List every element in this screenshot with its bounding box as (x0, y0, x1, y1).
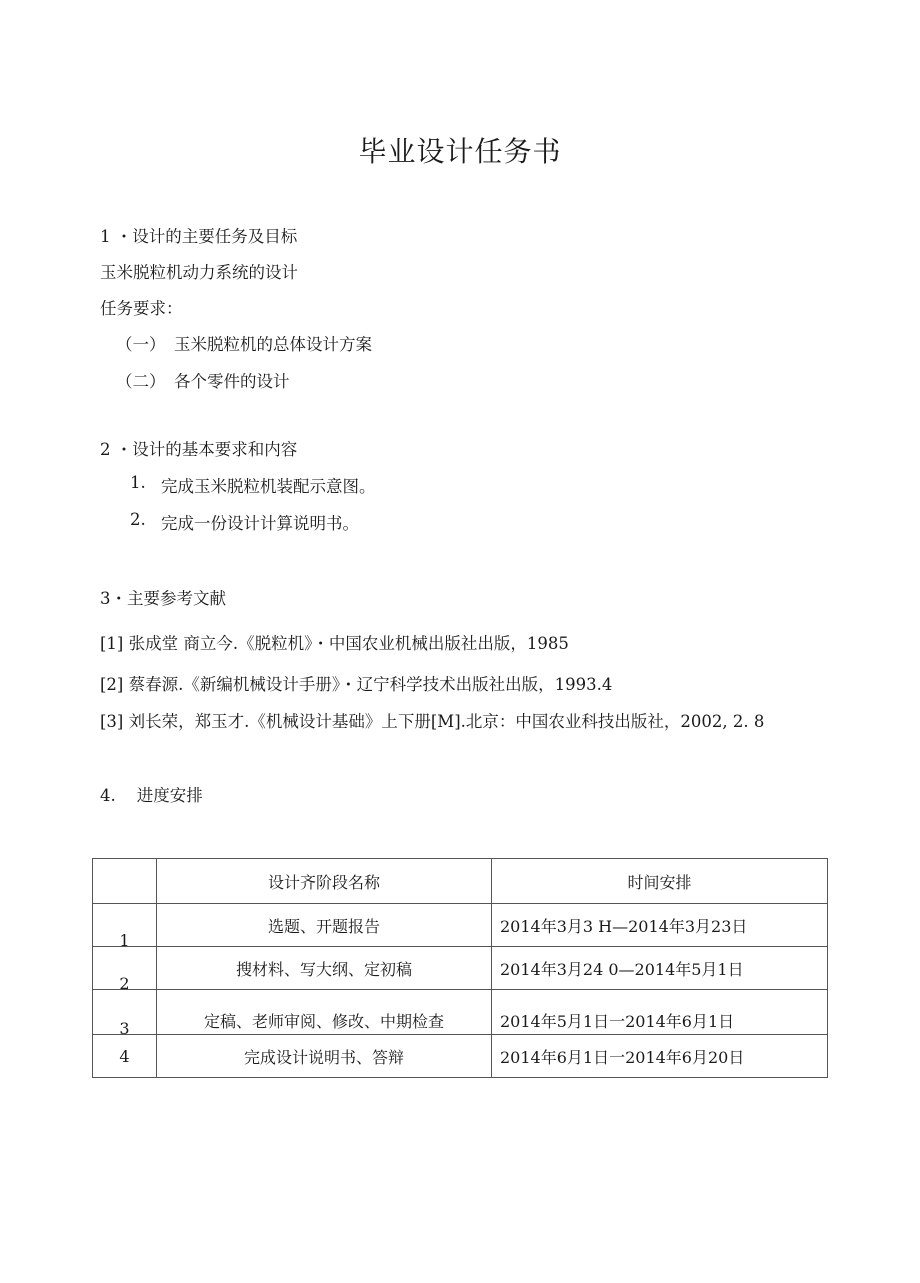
requirement-text: 各个零件的设计 (174, 372, 290, 391)
table-header-cell (93, 859, 157, 904)
stage-cell: 定稿、老师审阅、修改、中期检查 (157, 990, 492, 1035)
reference-item: [1] 张成堂 商立今.《脱粒机》・中国农业机械出版社出版，1985 (100, 634, 569, 653)
table-header-cell: 时间安排 (492, 859, 828, 904)
row-number-cell (93, 990, 157, 1038)
requirement-marker: （一） (116, 335, 166, 354)
design-topic: 玉米脱粒机动力系统的设计 (100, 263, 298, 282)
requirements-label: 任务要求： (100, 299, 183, 318)
row-number: 1 (119, 931, 130, 950)
time-cell: 2014年5月1日一2014年6月1日 (492, 990, 828, 1035)
row-number-cell (93, 1035, 157, 1078)
section2-heading: 2 ・设计的基本要求和内容 (100, 440, 298, 459)
row-number-cell (93, 947, 157, 993)
table-row (93, 904, 828, 947)
schedule-table (92, 858, 828, 1078)
time-cell: 2014年6月1日一2014年6月20日 (492, 1035, 828, 1078)
stage-cell: 完成设计说明书、答辩 (157, 1035, 492, 1078)
table-row (93, 1035, 828, 1078)
section4-heading: 4. 进度安排 (100, 786, 203, 805)
content-item-text: 完成玉米脱粒机装配示意图。 (161, 477, 376, 496)
section1-heading: 1 ・设计的主要任务及目标 (100, 227, 298, 246)
row-number-cell (93, 904, 157, 950)
table-header-cell: 设计齐阶段名称 (157, 859, 492, 904)
row-number: 2 (119, 974, 130, 993)
stage-cell: 搜材料、写大纲、定初稿 (157, 947, 492, 990)
table-row (93, 947, 828, 990)
reference-item: [3] 刘长荣，郑玉才.《机械设计基础》上下册[M].北京：中国农业科技出版社，2002, 2. 8 (100, 712, 765, 731)
section3-heading: 3・主要参考文献 (100, 589, 226, 608)
time-cell: 2014年3月3 H—2014年3月23日 (492, 904, 828, 947)
time-cell: 2014年3月24 0—2014年5月1日 (492, 947, 828, 990)
content-item-marker: 1. (130, 473, 146, 492)
row-number: 4 (119, 1046, 130, 1066)
row-number: 3 (119, 1019, 130, 1038)
table-row (93, 990, 828, 1035)
content-item-marker: 2. (130, 510, 146, 529)
stage-cell: 选题、开题报告 (157, 904, 492, 947)
content-item-text: 完成一份设计计算说明书。 (161, 514, 359, 533)
requirement-marker: （二） (116, 372, 166, 391)
reference-item: [2] 蔡春源.《新编机械设计手册》・辽宁科学技术出版社出版，1993.4 (100, 675, 613, 694)
requirement-text: 玉米脱粒机的总体设计方案 (174, 335, 372, 354)
table-header-row (93, 859, 828, 904)
page-title: 毕业设计任务书 (358, 135, 562, 168)
